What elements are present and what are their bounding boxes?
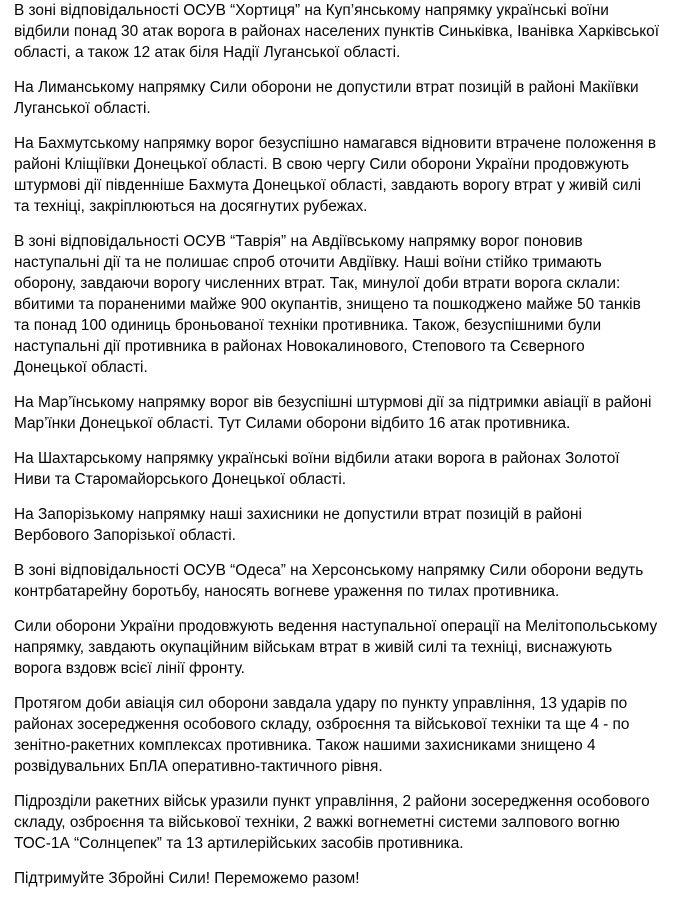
paragraph-zaporizhzhia: На Запорізькому напрямку наші захисники не допустили втрат позицій в районі Вербового Запорізької області. <box>14 506 582 544</box>
paragraph-missile-troops: Підрозділи ракетних військ уразили пункт управління, 2 райони зосередження особового складу, озброєння та військової техніки, 2 важкі вогнеметні системи залпового вогню ТОС-1А “Солнцепек” та 13 артилерійських засобів противника. <box>14 793 650 852</box>
paragraph-tavria-avdiivka: В зоні відповідальності ОСУВ “Таврія” на Авдіївському напрямку ворог поновив наступальні дії та не полишає спроб оточити Авдіївку. Наші воїни стійко тримають оборону, завдаючи ворогу численних втрат. Так, минулої доби втрати ворога склали: вбитими та пораненими майже 900 окупантів, знищено та пошкоджено майже 50 танків та понад 100 одиниць броньованої техніки противника. Також, безуспішними були наступальні дії противника в районах Новокалинового, Степового та Сєверного Донецької області. <box>14 233 641 376</box>
paragraph-aviation: Протягом доби авіація сил оборони завдала удару по пункту управління, 13 ударів по районах зосередження особового складу, озброєння та військової техніки та ще 4 - по зенітно-ракетних комплексах противника. Також нашими захисниками знищено 4 розвідувальних БпЛА оперативно-тактичного рівня. <box>14 695 630 775</box>
paragraph-lyman: На Лиманському напрямку Сили оборони не допустили втрат позицій в районі Макіївки Луганської області. <box>14 79 639 117</box>
paragraph-marinka: На Мар’їнському напрямку ворог вів безуспішні штурмові дії за підтримки авіації в районі Мар’їнки Донецької області. Тут Силами оборони відбито 16 атак противника. <box>14 394 652 432</box>
paragraph-melitopol: Сили оборони України продовжують ведення наступальної операції на Мелітопольському напрямку, завдають окупаційним військам втрат в живій силі та техніці, виснажують ворога вздовж всієї лінії фронту. <box>14 618 658 677</box>
paragraph-khortytsia-kupiansk: В зоні відповідальності ОСУВ “Хортиця” на Куп’янському напрямку українські воїни відбили понад 30 атак ворога в районах населених пунктів Синьківка, Іванівка Харківської області, а також 12 атак біля Надії Луганської області. <box>14 2 660 61</box>
paragraph-odesa-kherson: В зоні відповідальності ОСУВ “Одеса” на Херсонському напрямку Сили оборони ведуть контрбатарейну боротьбу, наносять вогневе ураження по тилах противника. <box>14 562 644 600</box>
paragraph-closing: Підтримуйте Збройні Сили! Переможемо разом! <box>14 870 360 887</box>
paragraph-bakhmut: На Бахмутському напрямку ворог безуспішно намагався відновити втрачене положення в районі Кліщіївки Донецької області. В свою чергу Сили оборони України продовжують штурмові дії південніше Бахмута Донецької області, завдають ворогу втрат у живій силі та техніці, закріплюються на досягнутих рубежах. <box>14 135 657 215</box>
paragraph-shakhtarsk: На Шахтарському напрямку українські воїни відбили атаки ворога в районах Золотої Ниви та Старомайорського Донецької області. <box>14 450 620 488</box>
